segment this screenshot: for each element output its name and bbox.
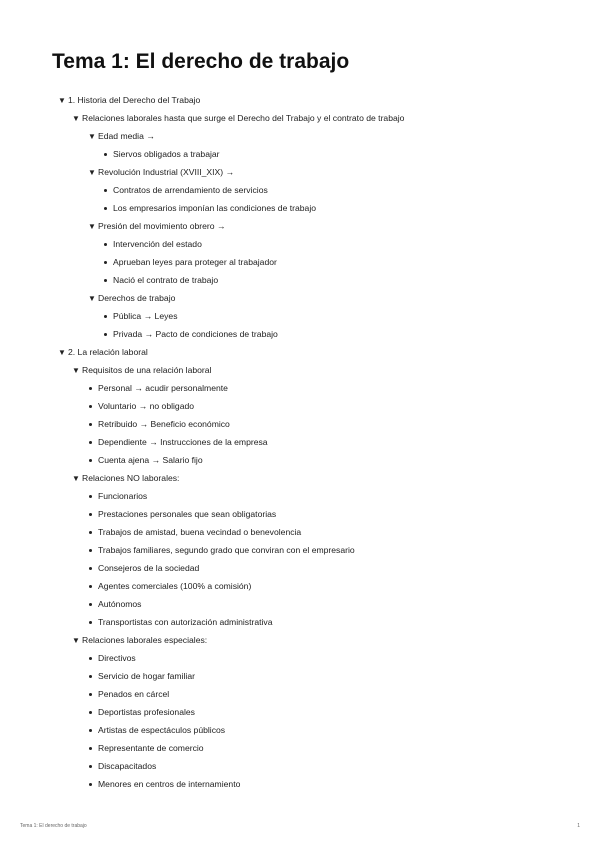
outline-item-text: Aprueban leyes para proteger al trabajador — [113, 257, 277, 267]
toggle-triangle-icon[interactable]: ▼ — [72, 114, 80, 123]
outline-item-text: Contratos de arrendamiento de servicios — [113, 185, 268, 195]
outline-bullet-item — [0, 541, 600, 559]
outline-bullet-item — [0, 415, 600, 433]
outline-item-text: Menores en centros de internamiento — [98, 779, 241, 789]
outline-bullet-item — [0, 613, 600, 631]
outline-item-text: Relaciones laborales especiales: — [82, 635, 208, 645]
outline-toggle-item[interactable] — [0, 91, 600, 109]
outline-item-text: Prestaciones personales que sean obligatorias — [98, 509, 277, 519]
outline-item-text: Relaciones laborales hasta que surge el Derecho del Trabajo y el contrato de trabajo — [82, 113, 405, 123]
outline-bullet-item — [0, 397, 600, 415]
outline-toggle-item[interactable] — [0, 343, 600, 361]
outline-toggle-item[interactable] — [0, 217, 600, 235]
bullet-icon — [104, 243, 107, 246]
outline-item-text: Derechos de trabajo — [98, 293, 176, 303]
outline-bullet-item — [0, 649, 600, 667]
outline-item-text: 1. Historia del Derecho del Trabajo — [68, 95, 201, 105]
bullet-icon — [89, 495, 92, 498]
outline-item-text: Autónomos — [98, 599, 142, 609]
outline-item-text: Transportistas con autorización administrativa — [98, 617, 273, 627]
outline-item-text: Voluntario → no obligado — [98, 401, 195, 411]
outline-item-text: Personal → acudir personalmente — [98, 383, 228, 393]
outline-item-text: Discapacitados — [98, 761, 157, 771]
bullet-icon — [104, 261, 107, 264]
bullet-icon — [89, 675, 92, 678]
toggle-triangle-icon[interactable]: ▼ — [58, 348, 66, 357]
outline-item-text: Consejeros de la sociedad — [98, 563, 200, 573]
outline-bullet-item — [0, 451, 600, 469]
outline-item-text: Requisitos de una relación laboral — [82, 365, 212, 375]
outline-bullet-item — [0, 559, 600, 577]
outline-toggle-item[interactable] — [0, 469, 600, 487]
bullet-icon — [89, 711, 92, 714]
outline-item-text: Directivos — [98, 653, 136, 663]
outline-item-text: Privada → Pacto de condiciones de trabajo — [113, 329, 278, 339]
outline-item-text: Trabajos de amistad, buena vecindad o benevolencia — [98, 527, 302, 537]
outline-toggle-item[interactable] — [0, 109, 600, 127]
outline-bullet-item — [0, 145, 600, 163]
outline-item-text: Funcionarios — [98, 491, 148, 501]
bullet-icon — [89, 657, 92, 660]
outline-item-text: Los empresarios imponían las condiciones de trabajo — [113, 203, 317, 213]
bullet-icon — [89, 459, 92, 462]
outline-item-text: Penados en cárcel — [98, 689, 170, 699]
outline-item-text: Agentes comerciales (100% a comisión) — [98, 581, 252, 591]
outline-bullet-item — [0, 757, 600, 775]
outline-toggle-item[interactable] — [0, 361, 600, 379]
outline-item-text: Artistas de espectáculos públicos — [98, 725, 226, 735]
toggle-triangle-icon[interactable]: ▼ — [72, 474, 80, 483]
outline-item-text: 2. La relación laboral — [68, 347, 148, 357]
outline-item-text: Edad media → — [98, 131, 155, 141]
bullet-icon — [89, 747, 92, 750]
outline-item-text: Deportistas profesionales — [98, 707, 195, 717]
bullet-icon — [89, 405, 92, 408]
bullet-icon — [89, 693, 92, 696]
outline-item-text: Cuenta ajena → Salario fijo — [98, 455, 203, 465]
bullet-icon — [89, 549, 92, 552]
bullet-icon — [89, 783, 92, 786]
outline-bullet-item — [0, 577, 600, 595]
page-title: Tema 1: El derecho de trabajo — [52, 50, 350, 73]
outline-list — [0, 91, 600, 793]
outline-item-text: Presión del movimiento obrero → — [98, 221, 226, 231]
outline-bullet-item — [0, 307, 600, 325]
outline-item-text: Siervos obligados a trabajar — [113, 149, 220, 159]
outline-bullet-item — [0, 775, 600, 793]
outline-item-text: Representante de comercio — [98, 743, 204, 753]
toggle-triangle-icon[interactable]: ▼ — [88, 294, 96, 303]
bullet-icon — [104, 153, 107, 156]
outline-item-text: Relaciones NO laborales: — [82, 473, 180, 483]
toggle-triangle-icon[interactable]: ▼ — [72, 636, 80, 645]
toggle-triangle-icon[interactable]: ▼ — [88, 222, 96, 231]
bullet-icon — [89, 441, 92, 444]
outline-item-text: Dependiente → Instrucciones de la empresa — [98, 437, 268, 447]
bullet-icon — [89, 729, 92, 732]
outline-item-text: Revolución Industrial (XVIII_XIX) → — [98, 167, 235, 177]
outline-bullet-item — [0, 379, 600, 397]
outline-bullet-item — [0, 253, 600, 271]
bullet-icon — [89, 585, 92, 588]
outline-bullet-item — [0, 721, 600, 739]
outline-bullet-item — [0, 667, 600, 685]
outline-item-text: Pública → Leyes — [113, 311, 178, 321]
toggle-triangle-icon[interactable]: ▼ — [88, 132, 96, 141]
outline-bullet-item — [0, 235, 600, 253]
bullet-icon — [89, 423, 92, 426]
outline-item-text: Intervención del estado — [113, 239, 202, 249]
bullet-icon — [89, 531, 92, 534]
bullet-icon — [89, 765, 92, 768]
outline-bullet-item — [0, 487, 600, 505]
outline-bullet-item — [0, 595, 600, 613]
outline-bullet-item — [0, 325, 600, 343]
footer-title: Tema 1: El derecho de trabajo — [20, 823, 87, 829]
outline-bullet-item — [0, 271, 600, 289]
outline-bullet-item — [0, 739, 600, 757]
outline-item-text: Trabajos familiares, segundo grado que conviran con el empresario — [98, 545, 355, 555]
outline-bullet-item — [0, 685, 600, 703]
outline-toggle-item[interactable] — [0, 127, 600, 145]
outline-bullet-item — [0, 703, 600, 721]
bullet-icon — [104, 279, 107, 282]
outline-item-text: Servicio de hogar familiar — [98, 671, 195, 681]
outline-item-text: Nació el contrato de trabajo — [113, 275, 219, 285]
bullet-icon — [89, 621, 92, 624]
bullet-icon — [104, 333, 107, 336]
bullet-icon — [104, 207, 107, 210]
outline-toggle-item[interactable] — [0, 163, 600, 181]
outline-toggle-item[interactable] — [0, 289, 600, 307]
bullet-icon — [89, 513, 92, 516]
toggle-triangle-icon[interactable]: ▼ — [72, 366, 80, 375]
bullet-icon — [104, 189, 107, 192]
outline-bullet-item — [0, 433, 600, 451]
bullet-icon — [104, 315, 107, 318]
outline-bullet-item — [0, 523, 600, 541]
outline-toggle-item[interactable] — [0, 631, 600, 649]
bullet-icon — [89, 567, 92, 570]
toggle-triangle-icon[interactable]: ▼ — [88, 168, 96, 177]
outline-item-text: Retribuido → Beneficio económico — [98, 419, 230, 429]
outline-bullet-item — [0, 505, 600, 523]
outline-bullet-item — [0, 181, 600, 199]
page-number: 1 — [577, 823, 580, 829]
bullet-icon — [89, 387, 92, 390]
toggle-triangle-icon[interactable]: ▼ — [58, 96, 66, 105]
outline-bullet-item — [0, 199, 600, 217]
bullet-icon — [89, 603, 92, 606]
